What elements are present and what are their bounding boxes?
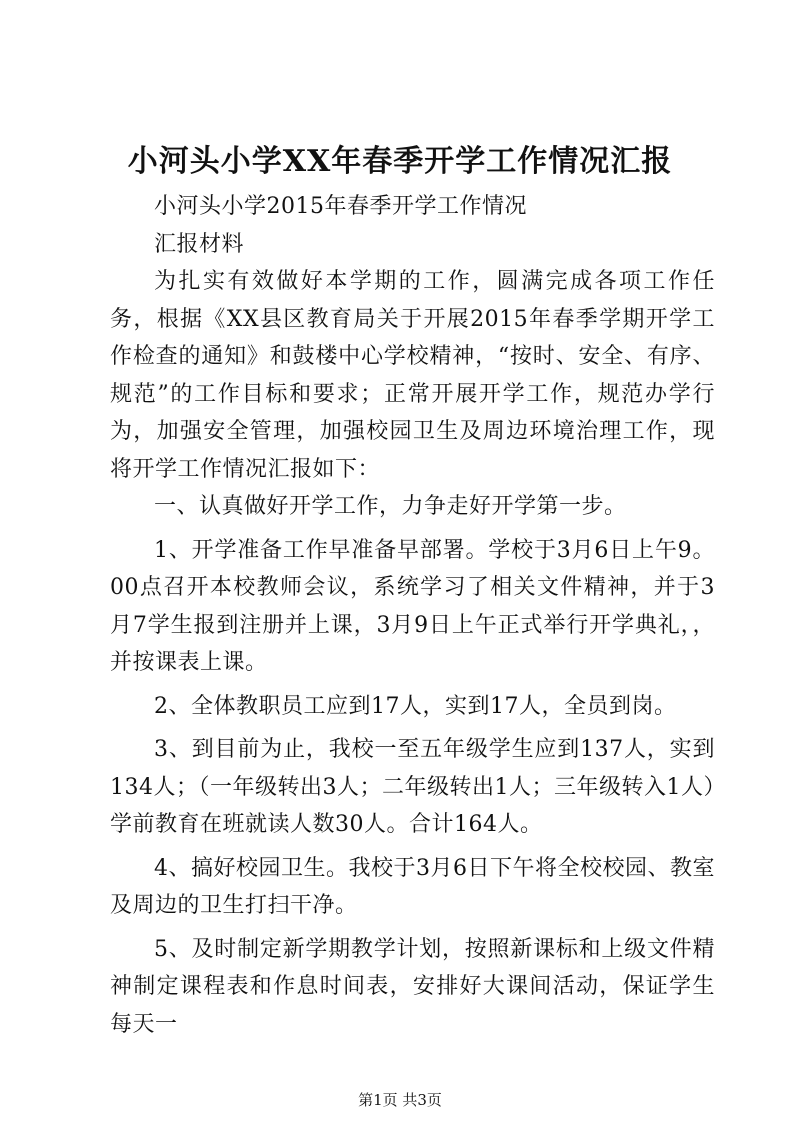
item-paragraph-3: 3、到目前为止，我校一至五年级学生应到137人，实到134人；（一年级转出3人；二年级转出1人；三年级转入1人）学前教育在班就读人数30人。合计164人。 <box>110 737 715 837</box>
intro-paragraph: 为扎实有效做好本学期的工作，圆满完成各项工作任务，根据《XX县区教育局关于开展2015年春季学期开学工作检查的通知》和鼓楼中心学校精神，“按时、安全、有序、规范”的工作目标和要求；正常开展开学工作，规范办学行为，加强安全管理，加强校园卫生及周边环境治理工作，现将开学工作情况汇报如下： <box>110 269 715 482</box>
item-paragraph-5: 5、及时制定新学期教学计划，按照新课标和上级文件精神制定课程表和作息时间表，安排好大课间活动，保证学生每天一 <box>110 936 715 1037</box>
item-paragraph-4: 4、搞好校园卫生。我校于3月6日下午将全校校园、教室及周边的卫生打扫干净。 <box>110 855 715 918</box>
item-paragraph-1: 1、开学准备工作早准备早部署。学校于3月6日上午9。00点召开本校教师会议，系统学习了相关文件精神，并于3月7学生报到注册并上课，3月9日上午正式举行开学典礼，，并按课表上课。 <box>110 537 715 675</box>
subtitle-line: 小河头小学2015年春季开学工作情况 <box>154 194 527 219</box>
subtitle-line-2: 汇报材料 <box>154 231 245 257</box>
document-body <box>110 188 715 1043</box>
item-paragraph-2: 2、全体教职员工应到17人，实到17人，全员到岗。 <box>154 693 677 719</box>
section-heading: 一、认真做好开学工作，力争走好开学第一步。 <box>154 494 627 519</box>
document-title: 小河头小学XX年春季开学工作情况汇报 <box>127 144 673 179</box>
page-footer: 第1页 共3页 <box>358 1091 442 1109</box>
